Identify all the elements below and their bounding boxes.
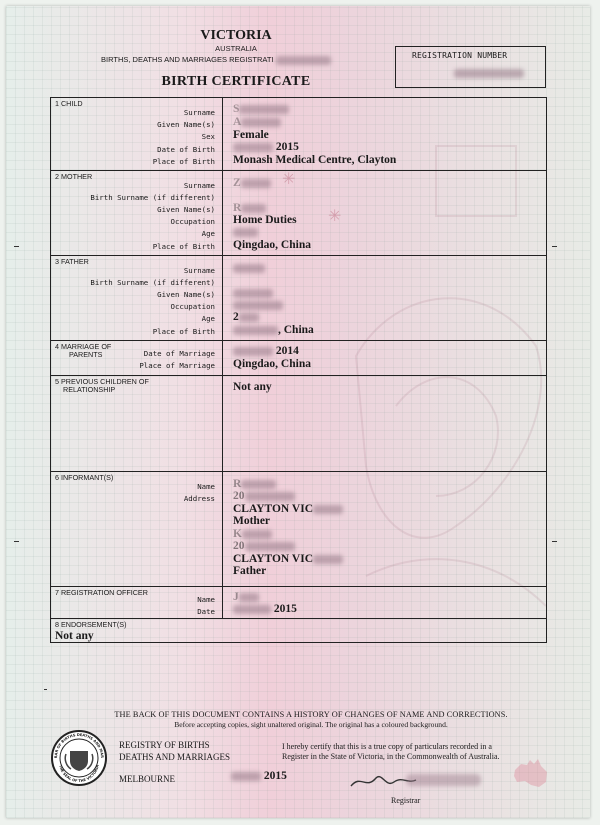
officer-name-value xyxy=(233,591,259,603)
mother-age-label: Age xyxy=(201,229,215,238)
registry-line-text: BIRTHS, DEATHS AND MARRIAGES REGISTRATI xyxy=(101,55,274,64)
child-dob-text: 2015 xyxy=(275,141,299,153)
copy-notice: Before accepting copies, sight unaltered original. The original has a coloured background. xyxy=(174,720,448,729)
star-mark: ✳ xyxy=(282,171,296,188)
state-title: VICTORIA xyxy=(200,28,272,43)
informant1-address-text1: 20 xyxy=(233,490,245,502)
father-pob-label: Place of Birth xyxy=(152,327,215,336)
father-age-label: Age xyxy=(201,314,215,323)
certify-line1: I hereby certify that this is a true copy of particulars recorded in a xyxy=(282,742,492,751)
child-given-label: Given Name(s) xyxy=(157,120,215,129)
informant1-address-text2: CLAYTON VIC xyxy=(233,503,313,515)
registry-name-line1: REGISTRY OF BIRTHS xyxy=(119,740,210,750)
marriage-date-text: 2014 xyxy=(275,345,299,357)
informant1-address-line1 xyxy=(233,490,295,502)
country-label: AUSTRALIA xyxy=(215,44,257,53)
endorsement-value: Not any xyxy=(55,630,94,642)
child-dob-value xyxy=(233,141,299,153)
informant1-relation: Mother xyxy=(233,515,271,527)
registrar-label: Registrar xyxy=(391,796,421,805)
informant-address-label: Address xyxy=(183,494,215,503)
child-dob-label: Date of Birth xyxy=(157,145,215,154)
father-given-value xyxy=(233,287,273,299)
father-age-value xyxy=(233,311,259,323)
father-age-text: 2 xyxy=(233,311,239,323)
mother-surname-label: Surname xyxy=(183,181,215,190)
back-notice: THE BACK OF THIS DOCUMENT CONTAINS A HISTORY OF CHANGES OF NAME AND CORRECTIONS. xyxy=(114,710,508,719)
informant2-address-text1: 20 xyxy=(233,540,245,552)
certificate-paper xyxy=(6,6,590,818)
previous-children-value: Not any xyxy=(233,381,272,393)
registration-number-box xyxy=(395,46,546,88)
child-sex-label: Sex xyxy=(201,132,215,141)
informant2-address-text2: CLAYTON VIC xyxy=(233,553,313,565)
section-mother: 2 MOTHER xyxy=(55,172,93,181)
mother-age-value xyxy=(233,226,258,238)
section-father: 3 FATHER xyxy=(55,257,89,266)
certify-line2: Register in the State of Victoria, in the Commonwealth of Australia. xyxy=(282,752,500,761)
mother-pob-value: Qingdao, China xyxy=(233,239,311,251)
registrar-signature xyxy=(346,768,486,794)
informant2-relation: Father xyxy=(233,565,267,577)
section-child: 1 CHILD xyxy=(55,99,83,108)
child-pob-value: Monash Medical Centre, Clayton xyxy=(233,154,397,166)
child-surname-value xyxy=(233,103,289,115)
officer-date-label: Date xyxy=(197,607,215,616)
section-marriage-line1: 4 MARRIAGE OF xyxy=(55,342,112,351)
marriage-date-value xyxy=(233,345,299,357)
seal-text-bottom: THE SEAL OF THE VICTORIA xyxy=(58,764,100,784)
section-marriage-line2: PARENTS xyxy=(69,350,103,359)
child-pob-label: Place of Birth xyxy=(152,157,215,166)
registration-number-label: REGISTRATION NUMBER xyxy=(412,51,508,60)
father-surname-label: Surname xyxy=(183,266,215,275)
father-pob-value xyxy=(233,324,314,336)
mother-given-text: R xyxy=(233,202,242,214)
mother-surname-value xyxy=(233,177,271,189)
father-occupation-value xyxy=(233,299,283,311)
registration-number-redacted xyxy=(454,69,524,78)
marriage-date-label: Date of Marriage xyxy=(143,349,215,358)
mother-given-label: Given Name(s) xyxy=(157,205,215,214)
seal-text-top: RAR OF BIRTHS DEATHS AND MAR xyxy=(53,732,105,759)
informant2-address-line2 xyxy=(233,553,343,565)
mother-pob-label: Place of Birth xyxy=(152,242,215,251)
section-endorsement: 8 ENDORSEMENT(S) xyxy=(55,620,127,629)
section-registration-officer: 7 REGISTRATION OFFICER xyxy=(55,588,148,597)
child-surname-text: S xyxy=(233,103,240,115)
father-given-label: Given Name(s) xyxy=(157,290,215,299)
section-previous-children-line1: 5 PREVIOUS CHILDREN OF xyxy=(55,377,149,386)
informant2-address-line1 xyxy=(233,540,295,552)
informant-name-label: Name xyxy=(197,482,215,491)
marriage-place-value: Qingdao, China xyxy=(233,358,311,370)
issue-date-text: 2015 xyxy=(263,770,287,782)
mother-birth-surname-label: Birth Surname (if different) xyxy=(90,193,215,202)
certificate-form xyxy=(50,97,547,643)
marriage-place-label: Place of Marriage xyxy=(139,361,215,370)
seal-emblem xyxy=(50,729,108,787)
officer-name-label: Name xyxy=(197,595,215,604)
informant1-name-value xyxy=(233,478,276,490)
father-surname-value xyxy=(233,262,265,274)
officer-date-value xyxy=(233,603,297,615)
father-birth-surname-label: Birth Surname (if different) xyxy=(90,278,215,287)
child-sex-value: Female xyxy=(233,129,269,141)
mother-occupation-value: Home Duties xyxy=(233,214,297,226)
registry-name-line2: DEATHS AND MARRIAGES xyxy=(119,752,231,762)
section-informants: 6 INFORMANT(S) xyxy=(55,473,114,482)
child-surname-label: Surname xyxy=(183,108,215,117)
father-occupation-label: Occupation xyxy=(170,302,215,311)
informant1-address-line2 xyxy=(233,503,343,515)
officer-name-text: J xyxy=(233,591,239,603)
informant1-name-text: R xyxy=(233,478,242,490)
star-mark: ✳ xyxy=(328,208,342,225)
mother-given-value xyxy=(233,202,266,214)
mother-occupation-label: Occupation xyxy=(170,217,215,226)
informant2-name-text: K xyxy=(233,528,242,540)
child-given-text: A xyxy=(233,116,242,128)
officer-date-text: 2015 xyxy=(273,603,297,615)
registry-line xyxy=(101,55,331,65)
father-pob-text: , China xyxy=(278,324,314,336)
issue-city: MELBOURNE xyxy=(119,774,175,784)
child-given-value xyxy=(233,116,281,128)
document-title: BIRTH CERTIFICATE xyxy=(161,74,311,89)
issue-date xyxy=(231,770,287,782)
section-previous-children-line2: RELATIONSHIP xyxy=(63,385,116,394)
informant2-name-value xyxy=(233,528,272,540)
australia-map-icon xyxy=(511,756,551,792)
mother-surname-text: Z xyxy=(233,177,241,189)
